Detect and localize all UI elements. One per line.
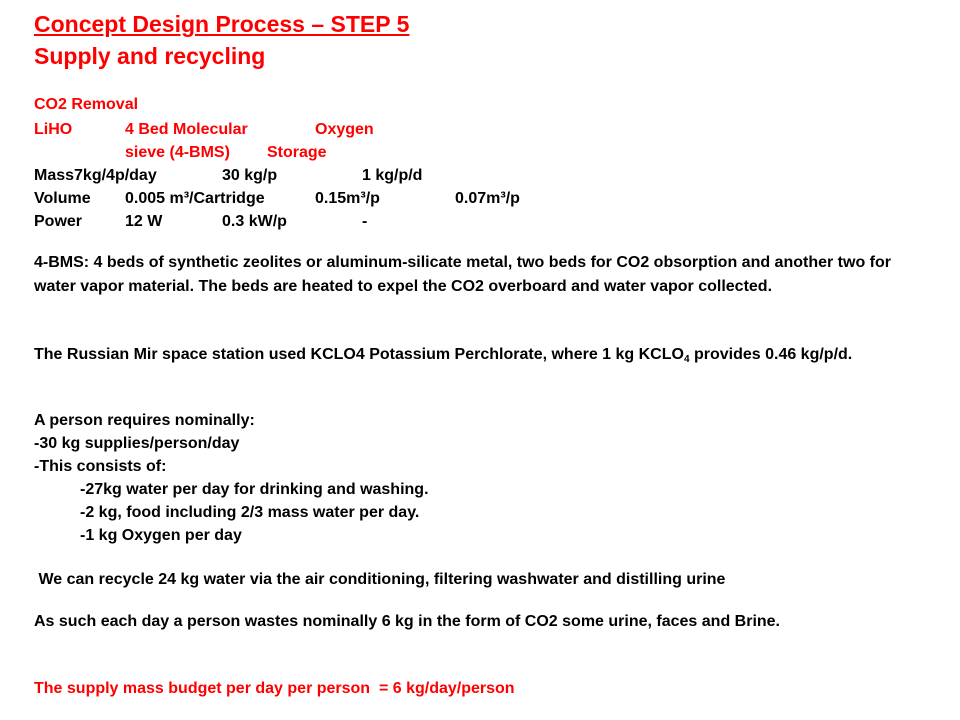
bms-paragraph: 4-BMS: 4 beds of synthetic zeolites or aluminum-silicate metal, two beds for CO2 obsorption and another two for water vapor material. The beds are heated to expel the CO2 overboard and water vapor collected. xyxy=(34,254,891,295)
table-mass-label: Mass7kg/4p/day xyxy=(34,167,157,184)
table-volume-oxygen: 0.07m³/p xyxy=(455,190,520,207)
co2-heading: CO2 Removal xyxy=(34,96,139,113)
table-volume-4bms: 0.15m³/p xyxy=(315,190,380,207)
table-header-storage: Storage xyxy=(267,144,327,161)
table-power-4bms: 0.3 kW/p xyxy=(222,213,287,230)
table-header-oxygen: Oxygen xyxy=(315,121,374,138)
waste-paragraph: As such each day a person wastes nominally 6 kg in the form of CO2 some urine, faces and Brine. xyxy=(34,613,780,630)
table-power-label: Power xyxy=(34,213,83,230)
requirement-oxygen: -1 kg Oxygen per day xyxy=(80,527,242,544)
requirement-water: -27kg water per day for drinking and washing. xyxy=(80,481,429,498)
requirements-consists: -This consists of: xyxy=(34,458,167,475)
table-volume-liho: 0.005 m³/Cartridge xyxy=(125,190,265,207)
table-header-4bms: 4 Bed Molecular xyxy=(125,121,248,138)
table-mass-oxygen: 1 kg/p/d xyxy=(362,167,423,184)
slide-subtitle: Supply and recycling xyxy=(34,43,266,69)
budget-line: The supply mass budget per day per person = 6 kg/day/person xyxy=(34,680,515,697)
requirements-supplies: -30 kg supplies/person/day xyxy=(34,435,240,452)
table-header-liho: LiHO xyxy=(34,121,73,138)
table-power-liho: 12 W xyxy=(125,213,163,230)
mir-paragraph: The Russian Mir space station used KCLO4 Potassium Perchlorate, where 1 kg $KCLO_4$ provides 0.46 kg/p/d. xyxy=(34,346,853,365)
requirements-intro: A person requires nominally: xyxy=(34,412,255,429)
recycle-line: We can recycle 24 kg water via the air conditioning, filtering washwater and distilling urine xyxy=(34,571,726,588)
subscript-4: 4 xyxy=(683,354,690,365)
table-mass-4bms: 30 kg/p xyxy=(222,167,278,184)
requirement-food: -2 kg, food including 2/3 mass water per day. xyxy=(80,504,420,521)
table-header-sieve: sieve (4-BMS) xyxy=(125,144,230,161)
slide-title: Concept Design Process – STEP 5 xyxy=(34,11,410,37)
table-volume-label: Volume xyxy=(34,190,91,207)
table-power-oxygen: - xyxy=(362,213,368,230)
